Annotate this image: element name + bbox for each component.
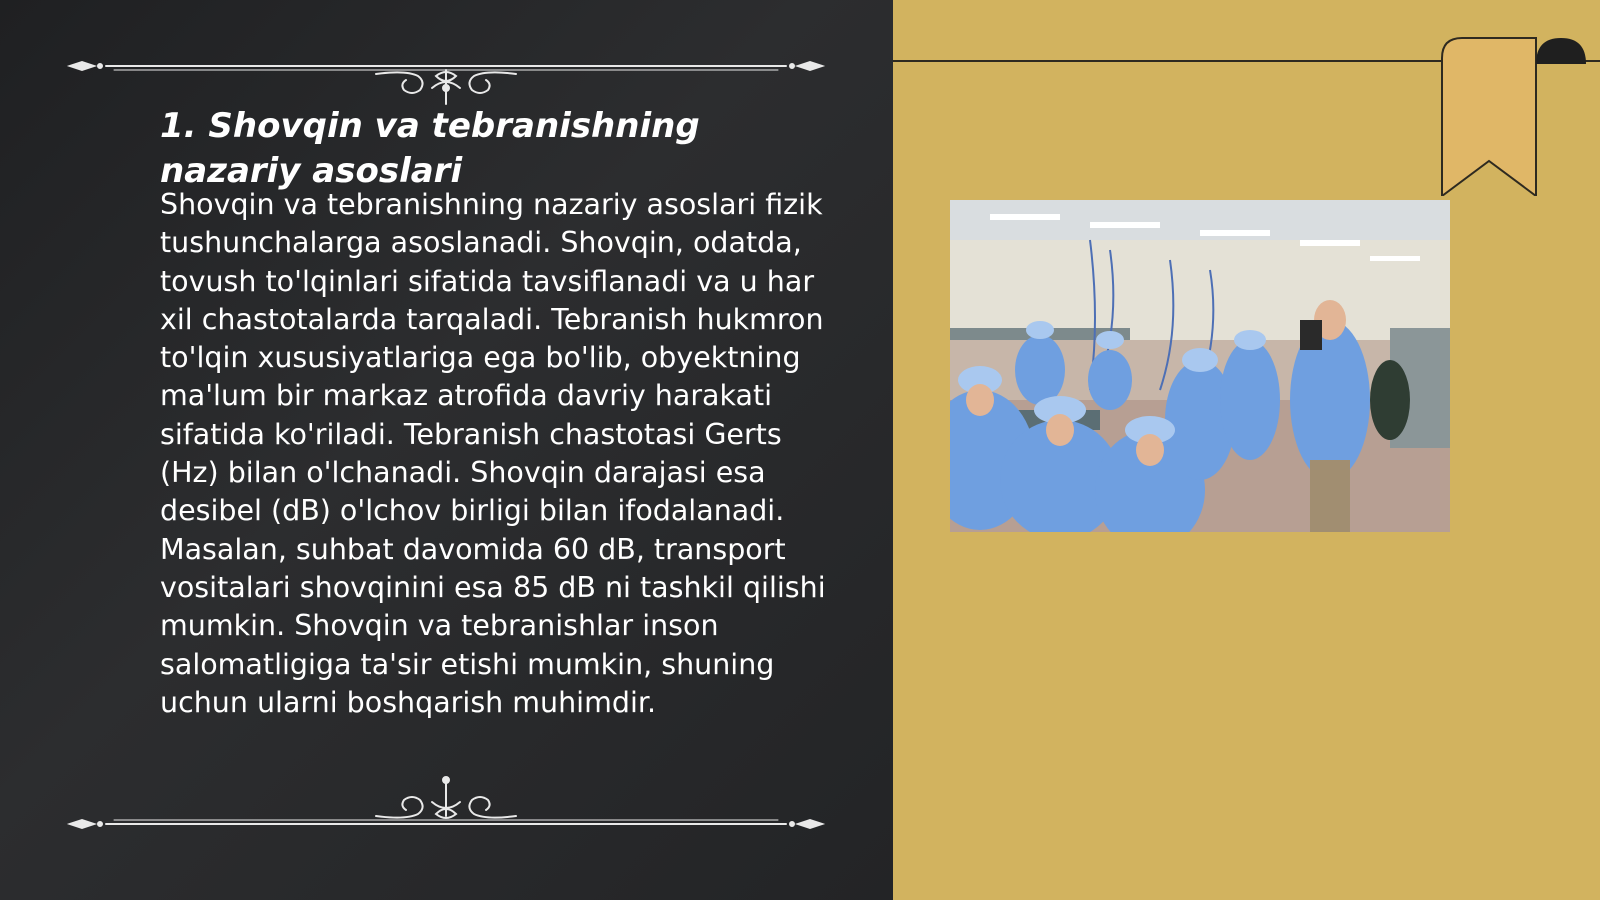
slide-title: 1. Shovqin va tebranishning nazariy asoslari	[160, 106, 700, 191]
body-paragraph: Shovqin va tebranishning nazariy asoslari fizik tushunchalarga asoslanadi. Shovqin, odatda, tovush to'lqinlari sifatida tavsiflanadi va u har xil chastotalarda tarqaladi. Tebranish hukmron to'lqin xususiyatlariga ega bo'lib, obyektning ma'lum bir markaz atrofida davriy harakati sifatida ko'riladi. Tebranish chastotasi Gerts (Hz) bilan o'lchanadi. Shovqin darajasi esa desibel (dB) o'lchov birligi bilan ifodalanadi. Masalan, suhbat davomida 60 dB, transport vositalari shovqinini esa 85 dB ni tashkil qilishi mumkin. Shovqin va tebranishlar inson salomatligiga ta'sir etishi mumkin, shuning uchun ularni boshqarish muhimdir.	[160, 188, 826, 719]
flourish-divider-icon	[66, 774, 826, 834]
bookmark-ribbon-icon	[1436, 36, 1586, 196]
factory-workers-photo	[950, 200, 1450, 532]
flourish-divider-icon	[66, 46, 826, 106]
